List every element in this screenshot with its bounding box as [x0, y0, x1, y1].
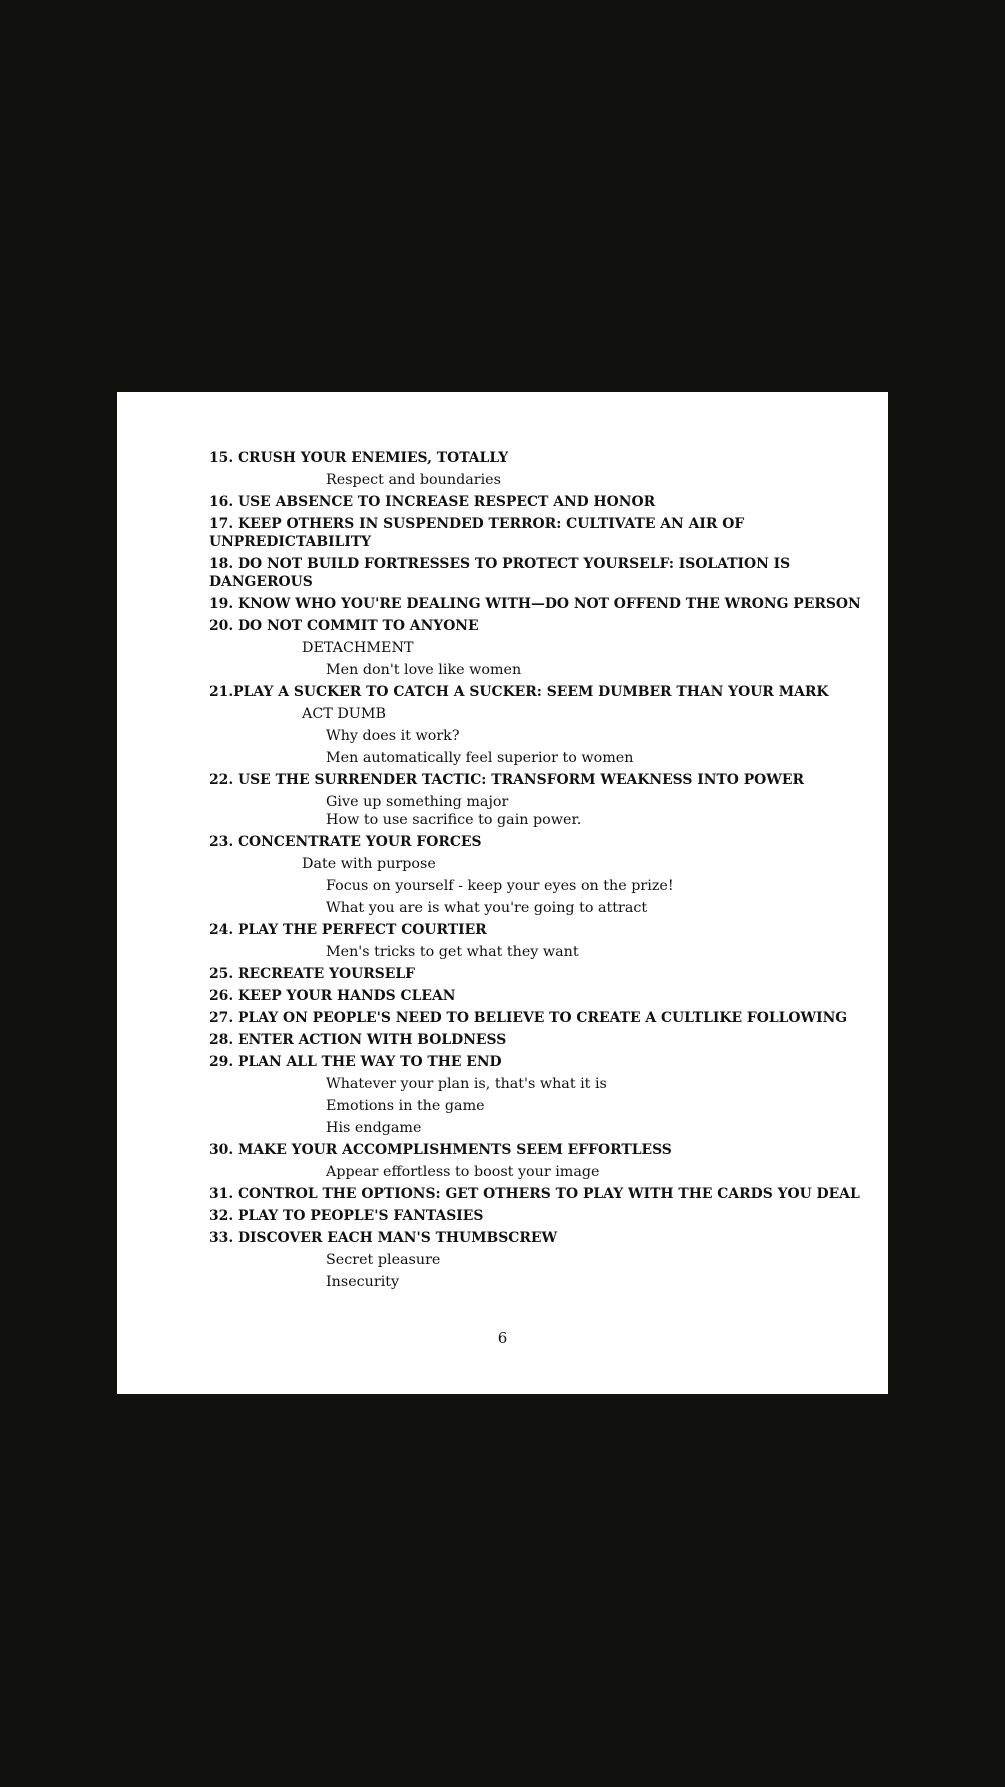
subitem-his-endgame: His endgame: [326, 1120, 422, 1136]
document-page: [117, 392, 888, 1394]
subitem-respect-and-boundaries: Respect and boundaries: [326, 472, 501, 488]
heading-23: 23. CONCENTRATE YOUR FORCES: [209, 834, 482, 850]
heading-31: 31. CONTROL THE OPTIONS: GET OTHERS TO PLAY WITH THE CARDS YOU DEAL: [209, 1186, 860, 1202]
heading-33: 33. DISCOVER EACH MAN'S THUMBSCREW: [209, 1230, 558, 1246]
subitem-whatever-your-plan: Whatever your plan is, that's what it is: [326, 1076, 607, 1092]
subitem-insecurity: Insecurity: [326, 1274, 400, 1290]
subitem-men-dont-love: Men don't love like women: [326, 662, 522, 678]
heading-20: 20. DO NOT COMMIT TO ANYONE: [209, 618, 479, 634]
subitem-men-feel-superior: Men automatically feel superior to women: [326, 750, 634, 766]
heading-30: 30. MAKE YOUR ACCOMPLISHMENTS SEEM EFFORTLESS: [209, 1142, 672, 1158]
heading-28: 28. ENTER ACTION WITH BOLDNESS: [209, 1032, 507, 1048]
subitem-emotions-in-the-game: Emotions in the game: [326, 1098, 485, 1114]
heading-32: 32. PLAY TO PEOPLE'S FANTASIES: [209, 1208, 484, 1224]
page-number: 6: [497, 1329, 508, 1347]
subitem-use-sacrifice: How to use sacrifice to gain power.: [326, 812, 582, 828]
subitem-what-you-attract: What you are is what you're going to attract: [326, 900, 648, 916]
heading-19: 19. KNOW WHO YOU'RE DEALING WITH—DO NOT OFFEND THE WRONG PERSON: [209, 596, 861, 612]
subitem-secret-pleasure: Secret pleasure: [326, 1252, 441, 1268]
heading-29: 29. PLAN ALL THE WAY TO THE END: [209, 1054, 502, 1070]
heading-16: 16. USE ABSENCE TO INCREASE RESPECT AND HONOR: [209, 494, 656, 510]
heading-27: 27. PLAY ON PEOPLE'S NEED TO BELIEVE TO CREATE A CULTLIKE FOLLOWING: [209, 1010, 848, 1026]
heading-25: 25. RECREATE YOURSELF: [209, 966, 416, 982]
subitem-appear-effortless: Appear effortless to boost your image: [326, 1164, 600, 1180]
outline-list: [209, 449, 861, 1295]
subitem-focus-on-yourself: Focus on yourself - keep your eyes on the prize!: [326, 878, 674, 894]
heading-15: 15. CRUSH YOUR ENEMIES, TOTALLY: [209, 450, 509, 466]
heading-24: 24. PLAY THE PERFECT COURTIER: [209, 922, 487, 938]
subitem-give-up-something-major: Give up something major: [326, 794, 509, 810]
subitem-mens-tricks: Men's tricks to get what they want: [326, 944, 579, 960]
heading-21: 21.PLAY A SUCKER TO CATCH A SUCKER: SEEM DUMBER THAN YOUR MARK: [209, 684, 829, 700]
subheading-detachment: DETACHMENT: [302, 640, 414, 656]
heading-17: 17. KEEP OTHERS IN SUSPENDED TERROR: CULTIVATE AN AIR OF UNPREDICTABILITY: [209, 516, 745, 550]
subheading-date-with-purpose: Date with purpose: [302, 856, 436, 872]
subitem-why-does-it-work: Why does it work?: [326, 728, 460, 744]
heading-18: 18. DO NOT BUILD FORTRESSES TO PROTECT YOURSELF: ISOLATION IS DANGEROUS: [209, 556, 791, 590]
heading-22: 22. USE THE SURRENDER TACTIC: TRANSFORM WEAKNESS INTO POWER: [209, 772, 805, 788]
subheading-act-dumb: ACT DUMB: [302, 706, 387, 722]
heading-26: 26. KEEP YOUR HANDS CLEAN: [209, 988, 456, 1004]
